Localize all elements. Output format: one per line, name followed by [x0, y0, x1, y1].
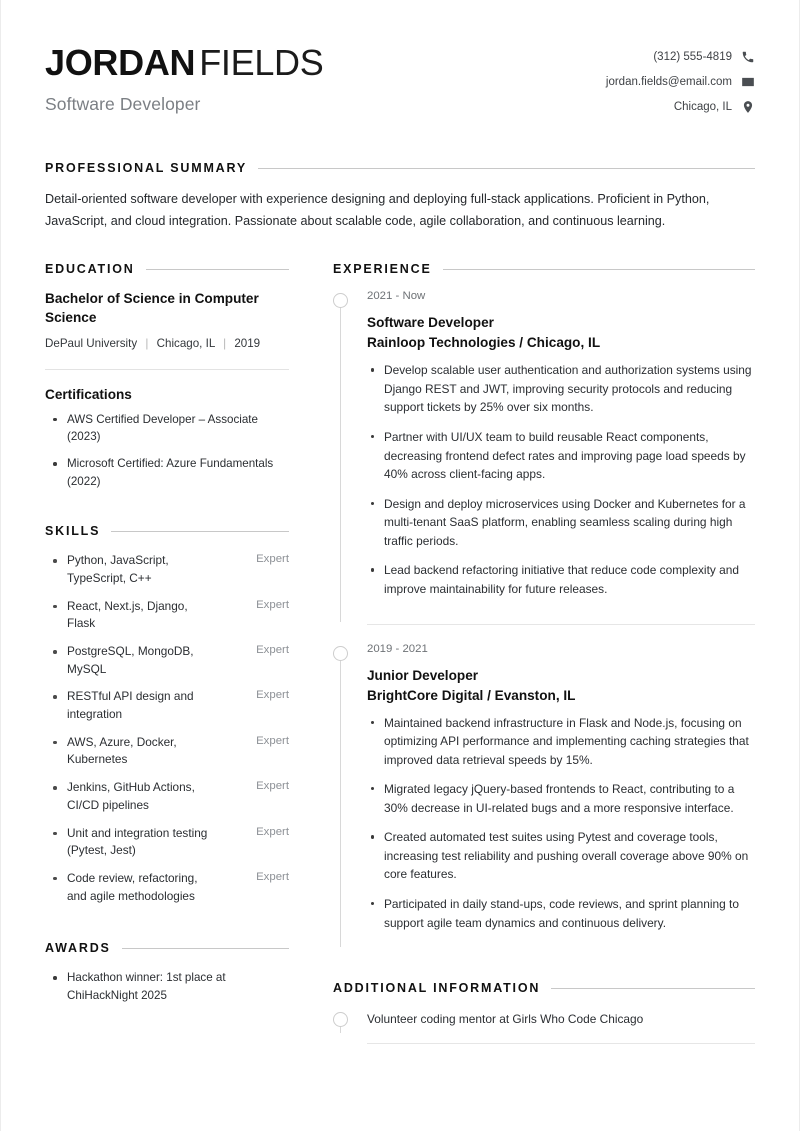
- summary-section-heading: [45, 161, 755, 175]
- list-item: [45, 870, 289, 905]
- meta-separator: |: [145, 336, 149, 350]
- skills-section-heading: [45, 524, 289, 538]
- skill-name: React, Next.js, Django, Flask: [67, 598, 188, 631]
- skill-level: Expert: [256, 644, 289, 656]
- awards-section-heading: [45, 941, 289, 955]
- experience-role: Junior Developer: [367, 667, 479, 683]
- experience-divider: [367, 624, 755, 625]
- experience-organization: BrightCore Digital / Evanston, IL: [367, 687, 576, 703]
- list-item: Created automated test suites using Pytest and coverage tools, increasing test reliability and pushing overall coverage above 90% on core features.: [367, 828, 755, 884]
- additional-text: Volunteer coding mentor at Girls Who Code Chicago: [367, 1012, 644, 1027]
- experience-date: 2019 - 2021: [367, 642, 428, 655]
- awards-list: [45, 969, 289, 1004]
- left-column: [45, 262, 289, 1013]
- list-item: [45, 688, 289, 723]
- experience-timeline: [333, 290, 755, 947]
- skill-name: RESTful API design and integration: [67, 689, 194, 722]
- additional-section-heading: [333, 981, 755, 995]
- list-item: Develop scalable user authentication and authorization systems using Django REST and JWT, improving security protocols and reducing support tickets by 25% over six months.: [367, 361, 755, 417]
- timeline-dot-icon: [333, 646, 348, 661]
- skill-name: AWS, Azure, Docker, Kubernetes: [67, 734, 177, 767]
- experience-organization: Rainloop Technologies / Chicago, IL: [367, 335, 601, 351]
- location-pin-icon: [741, 100, 755, 114]
- heading-rule: [146, 269, 289, 270]
- heading-rule: [443, 269, 755, 270]
- list-item: [45, 552, 289, 587]
- skills-section: [45, 524, 289, 905]
- list-item: Migrated legacy jQuery-based frontends to React, contributing to a 30% decrease in UI-related bugs and a more responsive interface.: [367, 780, 755, 817]
- right-column: [333, 262, 755, 1061]
- phone-icon: [741, 50, 755, 64]
- additional-divider: [367, 1043, 755, 1044]
- list-item: [45, 825, 289, 860]
- education-section: [45, 262, 289, 490]
- education-year: 2019: [234, 336, 261, 350]
- contact-location: [606, 100, 755, 114]
- experience-heading-text: EXPERIENCE: [333, 262, 432, 277]
- certifications-heading: Certifications: [45, 386, 132, 402]
- contact-phone[interactable]: [606, 50, 755, 64]
- list-item: [45, 779, 289, 814]
- list-item: [45, 643, 289, 678]
- experience-date: 2021 - Now: [367, 290, 426, 303]
- list-item: [45, 598, 289, 633]
- first-name: JORDAN: [45, 42, 196, 83]
- additional-timeline: [333, 1009, 755, 1033]
- skill-name: Code review, refactoring, and agile methodologies: [67, 870, 198, 903]
- education-school: DePaul University: [45, 336, 138, 350]
- body-columns: [45, 262, 755, 1061]
- skills-heading-text: SKILLS: [45, 524, 101, 539]
- experience-bullets: [367, 714, 755, 933]
- timeline-line: [340, 1026, 341, 1033]
- experience-section: [333, 262, 755, 947]
- envelope-icon: [741, 75, 755, 89]
- skill-name: PostgreSQL, MongoDB, MySQL: [67, 644, 194, 676]
- timeline-dot-icon: [333, 1012, 348, 1027]
- heading-rule: [122, 948, 289, 949]
- skill-name: Unit and integration testing (Pytest, Jest): [67, 825, 208, 858]
- contact-phone-text: (312) 555-4819: [653, 51, 732, 63]
- heading-rule: [258, 168, 755, 169]
- education-meta: [45, 337, 289, 350]
- list-item: Partner with UI/UX team to build reusable React components, decreasing frontend defect rates and improving page load speeds by 40% across client-facing apps.: [367, 428, 755, 484]
- education-location: Chicago, IL: [156, 336, 215, 350]
- identity-block: [45, 44, 323, 115]
- timeline-line: [340, 660, 341, 948]
- summary-heading-text: PROFESSIONAL SUMMARY: [45, 161, 247, 175]
- contact-email-text: jordan.fields@email.com: [605, 76, 732, 88]
- resume-header: [45, 38, 755, 125]
- list-item: AWS Certified Developer – Associate (2023): [45, 411, 289, 446]
- additional-entry: [333, 1009, 755, 1033]
- skill-name: Jenkins, GitHub Actions, CI/CD pipelines: [67, 780, 195, 812]
- contact-location-text: Chicago, IL: [673, 101, 732, 113]
- experience-entry: [333, 290, 755, 613]
- experience-entry: [333, 643, 755, 948]
- awards-section: [45, 941, 289, 1004]
- skill-name: Python, JavaScript, TypeScript, C++: [67, 553, 169, 585]
- heading-rule: [111, 531, 289, 532]
- skill-level: Expert: [256, 598, 289, 611]
- list-item: Lead backend refactoring initiative that reduce code complexity and improve maintainability for future releases.: [367, 561, 755, 598]
- skill-level: Expert: [256, 553, 289, 566]
- contact-email[interactable]: [606, 75, 755, 89]
- awards-heading-text: AWARDS: [45, 941, 111, 956]
- experience-bullets: [367, 361, 755, 598]
- list-item: [45, 734, 289, 769]
- full-name: [45, 44, 323, 83]
- certifications-list: [45, 411, 289, 490]
- summary-text: Detail-oriented software developer with experience designing and deploying full-stack applications. Proficient in Python, JavaScript, and cloud integration. Passionate about scalable code, agile collaboration, and continuous learning.: [45, 192, 710, 228]
- list-item: Participated in daily stand-ups, code reviews, and sprint planning to support agile team dynamics and continuous delivery.: [367, 895, 755, 932]
- education-degree: Bachelor of Science in Computer Science: [45, 291, 259, 326]
- additional-heading-text: ADDITIONAL INFORMATION: [333, 981, 541, 996]
- education-section-heading: [45, 262, 289, 276]
- skill-level: Expert: [256, 870, 289, 883]
- last-name: FIELDS: [199, 42, 324, 83]
- experience-role: Software Developer: [367, 315, 494, 331]
- contact-list: [606, 44, 755, 125]
- skill-level: Expert: [256, 689, 289, 702]
- list-item: Hackathon winner: 1st place at ChiHackNight 2025: [45, 969, 289, 1004]
- heading-rule: [551, 988, 755, 989]
- job-title: Software Developer: [45, 93, 201, 114]
- list-item: Maintained backend infrastructure in Flask and Node.js, focusing on optimizing API performance and implementing caching strategies that improved data retrieval speeds by 15%.: [367, 714, 755, 770]
- experience-section-heading: [333, 262, 755, 276]
- timeline-line: [340, 307, 341, 621]
- meta-separator: |: [223, 336, 227, 350]
- list-item: Design and deploy microservices using Docker and Kubernetes for a multi-tenant SaaS platform, enabling seamless scaling during high traffic periods.: [367, 495, 755, 551]
- skill-level: Expert: [256, 780, 289, 793]
- education-heading-text: EDUCATION: [45, 262, 135, 277]
- skills-list: [45, 552, 289, 905]
- professional-summary-section: [45, 161, 755, 232]
- skill-level: Expert: [256, 734, 289, 747]
- skill-level: Expert: [256, 825, 289, 838]
- timeline-dot-icon: [333, 293, 348, 308]
- additional-information-section: [333, 981, 755, 1044]
- education-divider: [45, 369, 289, 370]
- list-item: Microsoft Certified: Azure Fundamentals (2022): [45, 455, 289, 490]
